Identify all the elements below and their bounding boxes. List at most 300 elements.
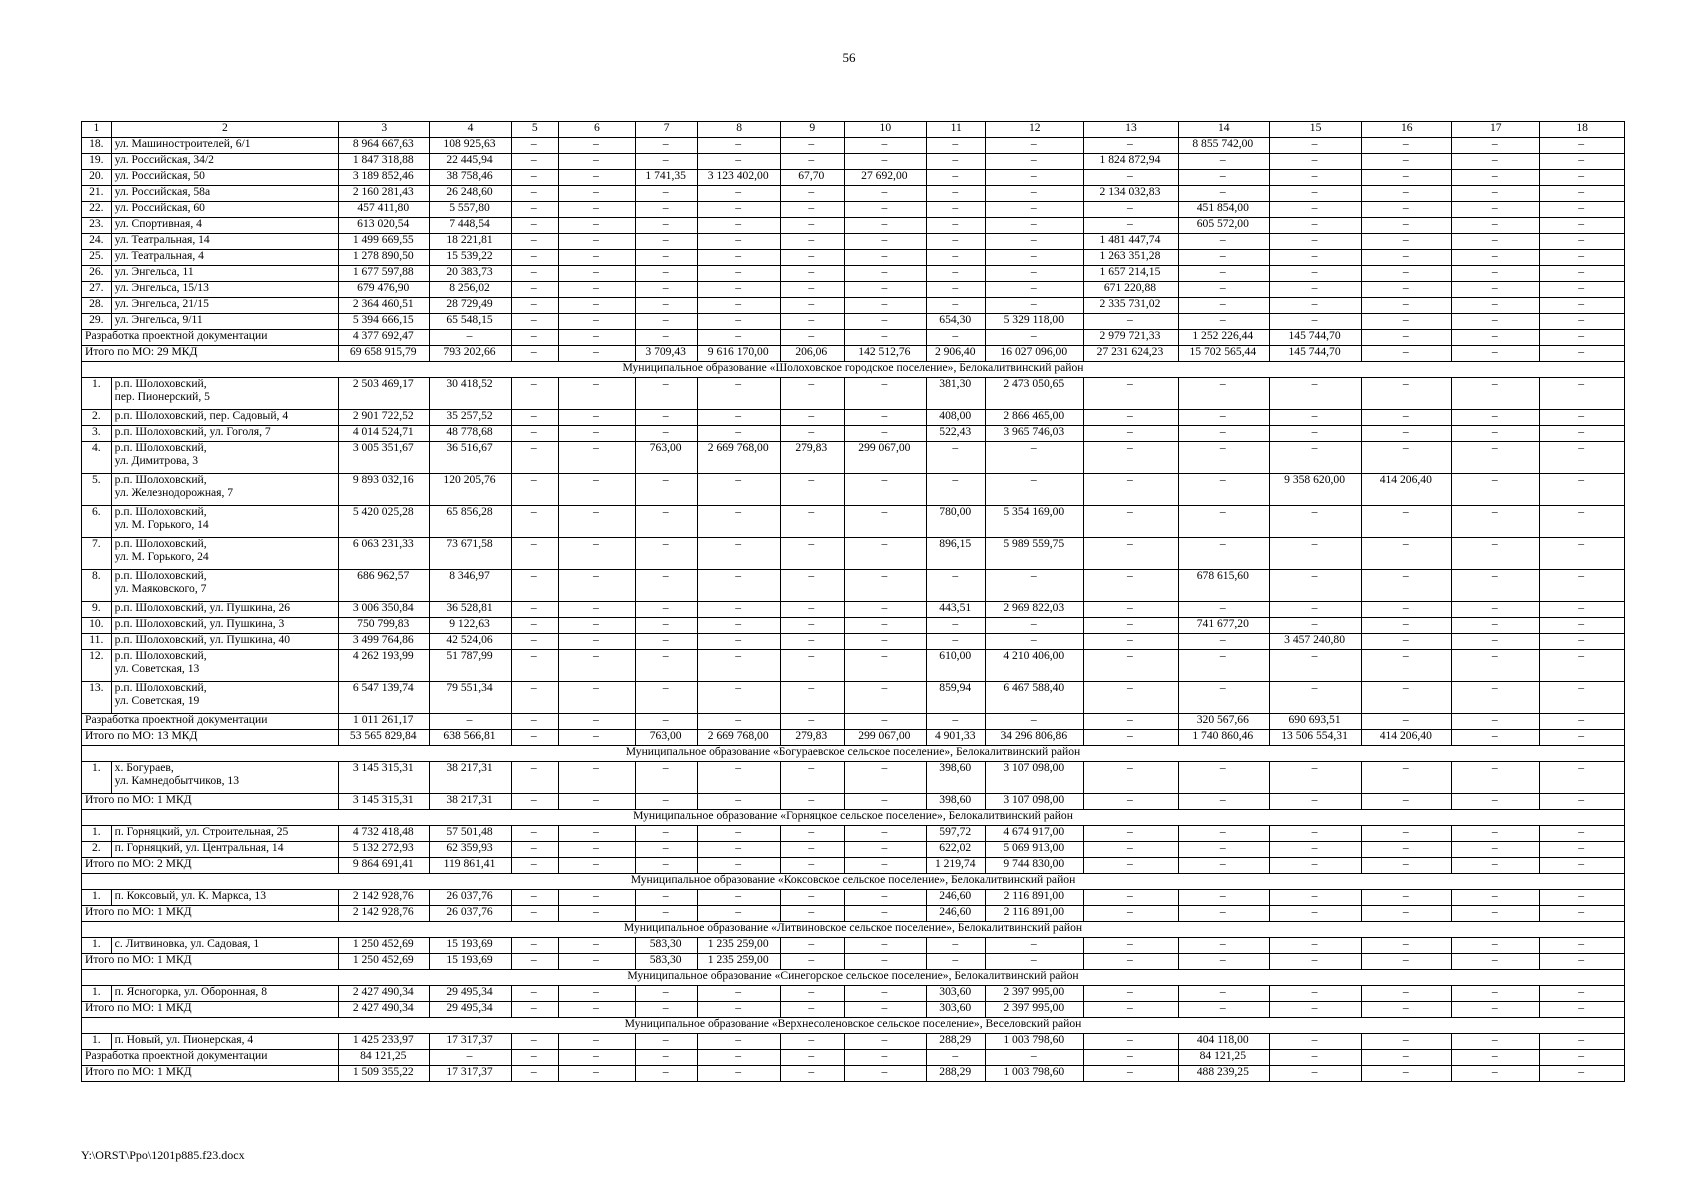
value-cell: 17 317,37 xyxy=(430,1034,511,1050)
empty-cell: – xyxy=(698,618,780,634)
empty-cell: – xyxy=(1084,570,1179,602)
empty-cell: – xyxy=(986,938,1084,954)
empty-cell: – xyxy=(927,938,986,954)
value-cell: 42 524,06 xyxy=(430,634,511,650)
empty-cell: – xyxy=(1362,794,1452,810)
empty-cell: – xyxy=(558,282,635,298)
empty-cell: – xyxy=(635,858,698,874)
empty-cell: – xyxy=(698,826,780,842)
empty-cell: – xyxy=(698,298,780,314)
empty-cell: – xyxy=(511,154,558,170)
row-number: 1. xyxy=(82,890,112,906)
empty-cell: – xyxy=(1362,1066,1452,1082)
empty-cell: – xyxy=(1452,794,1540,810)
value-cell: 36 528,81 xyxy=(430,602,511,618)
empty-cell: – xyxy=(1452,906,1540,922)
empty-cell: – xyxy=(927,282,986,298)
empty-cell: – xyxy=(1452,682,1540,714)
empty-cell: – xyxy=(1540,1034,1625,1050)
empty-cell: – xyxy=(780,682,844,714)
empty-cell: – xyxy=(558,794,635,810)
empty-cell: – xyxy=(1362,1050,1452,1066)
empty-cell: – xyxy=(511,890,558,906)
empty-cell: – xyxy=(511,634,558,650)
empty-cell: – xyxy=(635,714,698,730)
empty-cell: – xyxy=(511,762,558,794)
empty-cell: – xyxy=(558,682,635,714)
empty-cell: – xyxy=(780,330,844,346)
row-number: 22. xyxy=(82,202,112,218)
row-label: Разработка проектной документации xyxy=(82,330,339,346)
empty-cell: – xyxy=(1269,186,1361,202)
value-cell: 1 235 259,00 xyxy=(698,938,780,954)
empty-cell: – xyxy=(780,1066,844,1082)
address-line: р.п. Шолоховский, xyxy=(114,505,207,518)
table-row xyxy=(82,410,1625,426)
value-cell: 9 744 830,00 xyxy=(986,858,1084,874)
empty-cell: – xyxy=(558,202,635,218)
value-cell: 53 565 829,84 xyxy=(339,730,430,746)
summary-row xyxy=(82,1066,1625,1082)
empty-cell: – xyxy=(1452,298,1540,314)
table-row xyxy=(82,538,1625,570)
empty-cell: – xyxy=(1084,842,1179,858)
empty-cell: – xyxy=(558,250,635,266)
address-cell xyxy=(111,218,338,234)
value-cell: 2 906,40 xyxy=(927,346,986,362)
section-row xyxy=(82,1018,1625,1034)
section-title: Муниципальное образование «Богураевское сельское поселение», Белокалитвинский район xyxy=(82,746,1625,762)
empty-cell: – xyxy=(1269,138,1361,154)
empty-cell: – xyxy=(1452,250,1540,266)
empty-cell: – xyxy=(1178,986,1269,1002)
empty-cell: – xyxy=(1362,218,1452,234)
empty-cell: – xyxy=(558,266,635,282)
empty-cell: – xyxy=(1540,618,1625,634)
value-cell: 3 965 746,03 xyxy=(986,426,1084,442)
empty-cell: – xyxy=(1362,538,1452,570)
row-number: 2. xyxy=(82,842,112,858)
empty-cell: – xyxy=(844,906,926,922)
empty-cell: – xyxy=(844,266,926,282)
value-cell: 6 467 588,40 xyxy=(986,682,1084,714)
empty-cell: – xyxy=(844,378,926,410)
value-cell: 671 220,88 xyxy=(1084,282,1179,298)
empty-cell: – xyxy=(511,954,558,970)
value-cell: 750 799,83 xyxy=(339,618,430,634)
table-row xyxy=(82,618,1625,634)
row-number: 25. xyxy=(82,250,112,266)
footer-file-path: Y:\ORST\Ppo\1201p885.f23.docx xyxy=(81,1148,245,1162)
empty-cell: – xyxy=(780,266,844,282)
empty-cell: – xyxy=(1452,954,1540,970)
value-cell: 3 006 350,84 xyxy=(339,602,430,618)
empty-cell: – xyxy=(558,1034,635,1050)
empty-cell: – xyxy=(1452,1034,1540,1050)
empty-cell: – xyxy=(511,602,558,618)
empty-cell: – xyxy=(698,186,780,202)
value-cell: 741 677,20 xyxy=(1178,618,1269,634)
empty-cell: – xyxy=(1178,442,1269,474)
value-cell: 5 989 559,75 xyxy=(986,538,1084,570)
address-line: ул. Театральная, 4 xyxy=(114,249,204,262)
row-number: 3. xyxy=(82,426,112,442)
value-cell: 20 383,73 xyxy=(430,266,511,282)
empty-cell: – xyxy=(1269,986,1361,1002)
empty-cell: – xyxy=(1084,1002,1179,1018)
value-cell: 29 495,34 xyxy=(430,1002,511,1018)
empty-cell: – xyxy=(698,842,780,858)
empty-cell: – xyxy=(844,506,926,538)
empty-cell: – xyxy=(1269,938,1361,954)
empty-cell: – xyxy=(1178,426,1269,442)
empty-cell: – xyxy=(635,1050,698,1066)
empty-cell: – xyxy=(780,298,844,314)
empty-cell: – xyxy=(1452,538,1540,570)
empty-cell: – xyxy=(1540,442,1625,474)
empty-cell: – xyxy=(1362,570,1452,602)
value-cell: 613 020,54 xyxy=(339,218,430,234)
empty-cell: – xyxy=(1362,954,1452,970)
empty-cell: – xyxy=(1269,570,1361,602)
address-line: ул. Энгельса, 21/15 xyxy=(114,297,209,310)
value-cell: 1 278 890,50 xyxy=(339,250,430,266)
empty-cell: – xyxy=(511,650,558,682)
empty-cell: – xyxy=(1540,154,1625,170)
empty-cell: – xyxy=(927,954,986,970)
address-line: ул. Железнодорожная, 7 xyxy=(114,485,234,499)
empty-cell: – xyxy=(1178,282,1269,298)
value-cell: 108 925,63 xyxy=(430,138,511,154)
empty-cell: – xyxy=(698,218,780,234)
empty-cell: – xyxy=(1084,650,1179,682)
empty-cell: – xyxy=(1269,506,1361,538)
empty-cell: – xyxy=(1540,330,1625,346)
address-cell xyxy=(111,426,338,442)
address-cell xyxy=(111,154,338,170)
empty-cell: – xyxy=(430,330,511,346)
value-cell: 1 252 226,44 xyxy=(1178,330,1269,346)
value-cell: 4 674 917,00 xyxy=(986,826,1084,842)
empty-cell: – xyxy=(780,842,844,858)
empty-cell: – xyxy=(635,266,698,282)
empty-cell: – xyxy=(1540,986,1625,1002)
empty-cell: – xyxy=(1362,250,1452,266)
table-row xyxy=(82,138,1625,154)
empty-cell: – xyxy=(927,330,986,346)
table-row xyxy=(82,682,1625,714)
value-cell: 30 418,52 xyxy=(430,378,511,410)
empty-cell: – xyxy=(986,170,1084,186)
value-cell: 5 394 666,15 xyxy=(339,314,430,330)
value-cell: 299 067,00 xyxy=(844,442,926,474)
row-number: 1. xyxy=(82,826,112,842)
value-cell: 51 787,99 xyxy=(430,650,511,682)
value-cell: 3 189 852,46 xyxy=(339,170,430,186)
row-number: 6. xyxy=(82,506,112,538)
value-cell: 859,94 xyxy=(927,682,986,714)
row-label: Разработка проектной документации xyxy=(82,1050,339,1066)
value-cell: 408,00 xyxy=(927,410,986,426)
value-cell: 3 499 764,86 xyxy=(339,634,430,650)
table-row xyxy=(82,170,1625,186)
empty-cell: – xyxy=(1452,202,1540,218)
address-cell xyxy=(111,186,338,202)
empty-cell: – xyxy=(1269,250,1361,266)
address-line: п. Новый, ул. Пионерская, 4 xyxy=(114,1033,254,1046)
table-row xyxy=(82,602,1625,618)
empty-cell: – xyxy=(511,410,558,426)
row-number: 2. xyxy=(82,410,112,426)
empty-cell: – xyxy=(986,266,1084,282)
value-cell: 1 219,74 xyxy=(927,858,986,874)
empty-cell: – xyxy=(635,1002,698,1018)
empty-cell: – xyxy=(780,426,844,442)
register-table xyxy=(81,121,1625,1082)
value-cell: 288,29 xyxy=(927,1066,986,1082)
empty-cell: – xyxy=(635,1066,698,1082)
empty-cell: – xyxy=(1362,138,1452,154)
value-cell: 8 346,97 xyxy=(430,570,511,602)
empty-cell: – xyxy=(698,538,780,570)
column-number: 17 xyxy=(1452,122,1540,138)
value-cell: 38 217,31 xyxy=(430,762,511,794)
empty-cell: – xyxy=(1452,634,1540,650)
value-cell: 62 359,93 xyxy=(430,842,511,858)
empty-cell: – xyxy=(1178,538,1269,570)
empty-cell: – xyxy=(558,954,635,970)
empty-cell: – xyxy=(986,282,1084,298)
address-line: п. Ясногорка, ул. Оборонная, 8 xyxy=(114,985,268,998)
section-row xyxy=(82,362,1625,378)
table-row xyxy=(82,250,1625,266)
address-cell xyxy=(111,1034,338,1050)
table-row xyxy=(82,266,1625,282)
empty-cell: – xyxy=(844,138,926,154)
value-cell: 488 239,25 xyxy=(1178,1066,1269,1082)
empty-cell: – xyxy=(635,602,698,618)
table-row xyxy=(82,762,1625,794)
empty-cell: – xyxy=(1540,506,1625,538)
empty-cell: – xyxy=(1540,682,1625,714)
address-cell xyxy=(111,282,338,298)
column-number: 8 xyxy=(698,122,780,138)
empty-cell: – xyxy=(844,250,926,266)
address-cell xyxy=(111,266,338,282)
address-cell xyxy=(111,602,338,618)
value-cell: 27 231 624,23 xyxy=(1084,346,1179,362)
address-line: р.п. Шолоховский, xyxy=(114,537,207,550)
value-cell: 8 256,02 xyxy=(430,282,511,298)
empty-cell: – xyxy=(1269,762,1361,794)
empty-cell: – xyxy=(511,234,558,250)
empty-cell: – xyxy=(511,298,558,314)
empty-cell: – xyxy=(844,650,926,682)
column-number: 12 xyxy=(986,122,1084,138)
empty-cell: – xyxy=(1540,1002,1625,1018)
empty-cell: – xyxy=(927,154,986,170)
empty-cell: – xyxy=(1540,266,1625,282)
empty-cell: – xyxy=(1452,474,1540,506)
empty-cell: – xyxy=(1084,506,1179,538)
empty-cell: – xyxy=(635,282,698,298)
value-cell: 2 669 768,00 xyxy=(698,442,780,474)
row-number: 19. xyxy=(82,154,112,170)
empty-cell: – xyxy=(511,842,558,858)
empty-cell: – xyxy=(558,138,635,154)
empty-cell: – xyxy=(1362,938,1452,954)
table-row xyxy=(82,650,1625,682)
address-line: р.п. Шолоховский, ул. Пушкина, 26 xyxy=(114,601,291,614)
address-cell xyxy=(111,682,338,714)
empty-cell: – xyxy=(698,682,780,714)
row-number: 7. xyxy=(82,538,112,570)
empty-cell: – xyxy=(1269,890,1361,906)
row-label: Итого по МО: 1 МКД xyxy=(82,1002,339,1018)
column-number: 7 xyxy=(635,122,698,138)
empty-cell: – xyxy=(1540,650,1625,682)
empty-cell: – xyxy=(1084,730,1179,746)
value-cell: 16 027 096,00 xyxy=(986,346,1084,362)
empty-cell: – xyxy=(1362,842,1452,858)
address-cell xyxy=(111,234,338,250)
value-cell: 206,06 xyxy=(780,346,844,362)
empty-cell: – xyxy=(1362,826,1452,842)
empty-cell: – xyxy=(1269,282,1361,298)
empty-cell: – xyxy=(780,282,844,298)
empty-cell: – xyxy=(1362,650,1452,682)
value-cell: 8 964 667,63 xyxy=(339,138,430,154)
empty-cell: – xyxy=(511,618,558,634)
address-cell xyxy=(111,762,338,794)
empty-cell: – xyxy=(1084,218,1179,234)
value-cell: 69 658 915,79 xyxy=(339,346,430,362)
empty-cell: – xyxy=(1452,170,1540,186)
column-number: 1 xyxy=(82,122,112,138)
empty-cell: – xyxy=(511,314,558,330)
empty-cell: – xyxy=(844,938,926,954)
address-cell xyxy=(111,634,338,650)
empty-cell: – xyxy=(558,506,635,538)
empty-cell: – xyxy=(1178,506,1269,538)
empty-cell: – xyxy=(1084,202,1179,218)
row-label: Итого по МО: 1 МКД xyxy=(82,794,339,810)
empty-cell: – xyxy=(1178,474,1269,506)
value-cell: 67,70 xyxy=(780,170,844,186)
value-cell: 2 142 928,76 xyxy=(339,890,430,906)
column-number: 16 xyxy=(1362,122,1452,138)
value-cell: 4 014 524,71 xyxy=(339,426,430,442)
empty-cell: – xyxy=(1452,154,1540,170)
empty-cell: – xyxy=(511,906,558,922)
empty-cell: – xyxy=(511,858,558,874)
empty-cell: – xyxy=(844,794,926,810)
empty-cell: – xyxy=(1452,442,1540,474)
empty-cell: – xyxy=(698,1034,780,1050)
table-row xyxy=(82,842,1625,858)
empty-cell: – xyxy=(635,378,698,410)
empty-cell: – xyxy=(558,570,635,602)
empty-cell: – xyxy=(635,826,698,842)
empty-cell: – xyxy=(511,538,558,570)
empty-cell: – xyxy=(1452,282,1540,298)
table-row xyxy=(82,986,1625,1002)
empty-cell: – xyxy=(1362,618,1452,634)
address-line: ул. Российская, 34/2 xyxy=(114,153,214,166)
empty-cell: – xyxy=(635,314,698,330)
value-cell: 2 397 995,00 xyxy=(986,986,1084,1002)
value-cell: 763,00 xyxy=(635,442,698,474)
empty-cell: – xyxy=(698,890,780,906)
section-title: Муниципальное образование «Горняцкое сельское поселение», Белокалитвинский район xyxy=(82,810,1625,826)
value-cell: 2 364 460,51 xyxy=(339,298,430,314)
empty-cell: – xyxy=(1269,154,1361,170)
empty-cell: – xyxy=(698,474,780,506)
empty-cell: – xyxy=(558,1002,635,1018)
value-cell: 2 427 490,34 xyxy=(339,1002,430,1018)
empty-cell: – xyxy=(1269,826,1361,842)
row-number: 4. xyxy=(82,442,112,474)
empty-cell: – xyxy=(1452,986,1540,1002)
value-cell: 3 107 098,00 xyxy=(986,794,1084,810)
value-cell: 4 377 692,47 xyxy=(339,330,430,346)
value-cell: 414 206,40 xyxy=(1362,730,1452,746)
value-cell: 638 566,81 xyxy=(430,730,511,746)
empty-cell: – xyxy=(698,906,780,922)
empty-cell: – xyxy=(1452,858,1540,874)
empty-cell: – xyxy=(1084,794,1179,810)
empty-cell: – xyxy=(1540,954,1625,970)
empty-cell: – xyxy=(698,650,780,682)
value-cell: 5 354 169,00 xyxy=(986,506,1084,538)
value-cell: 57 501,48 xyxy=(430,826,511,842)
value-cell: 288,29 xyxy=(927,1034,986,1050)
table-row xyxy=(82,938,1625,954)
empty-cell: – xyxy=(1178,266,1269,282)
value-cell: 3 145 315,31 xyxy=(339,794,430,810)
empty-cell: – xyxy=(698,762,780,794)
empty-cell: – xyxy=(1269,426,1361,442)
empty-cell: – xyxy=(780,714,844,730)
value-cell: 7 448,54 xyxy=(430,218,511,234)
column-number: 14 xyxy=(1178,122,1269,138)
empty-cell: – xyxy=(1362,282,1452,298)
empty-cell: – xyxy=(1452,570,1540,602)
row-number: 21. xyxy=(82,186,112,202)
row-number: 9. xyxy=(82,602,112,618)
empty-cell: – xyxy=(927,570,986,602)
address-line: р.п. Шолоховский, xyxy=(114,649,207,662)
summary-row xyxy=(82,330,1625,346)
empty-cell: – xyxy=(780,410,844,426)
address-cell xyxy=(111,378,338,410)
value-cell: 1 263 351,28 xyxy=(1084,250,1179,266)
empty-cell: – xyxy=(635,762,698,794)
address-line: р.п. Шолоховский, xyxy=(114,441,207,454)
empty-cell: – xyxy=(1269,298,1361,314)
empty-cell: – xyxy=(844,634,926,650)
empty-cell: – xyxy=(844,602,926,618)
empty-cell: – xyxy=(844,570,926,602)
empty-cell: – xyxy=(1362,906,1452,922)
empty-cell: – xyxy=(635,250,698,266)
value-cell: 679 476,90 xyxy=(339,282,430,298)
empty-cell: – xyxy=(511,682,558,714)
row-label: Итого по МО: 1 МКД xyxy=(82,954,339,970)
empty-cell: – xyxy=(780,634,844,650)
value-cell: 35 257,52 xyxy=(430,410,511,426)
empty-cell: – xyxy=(1540,314,1625,330)
